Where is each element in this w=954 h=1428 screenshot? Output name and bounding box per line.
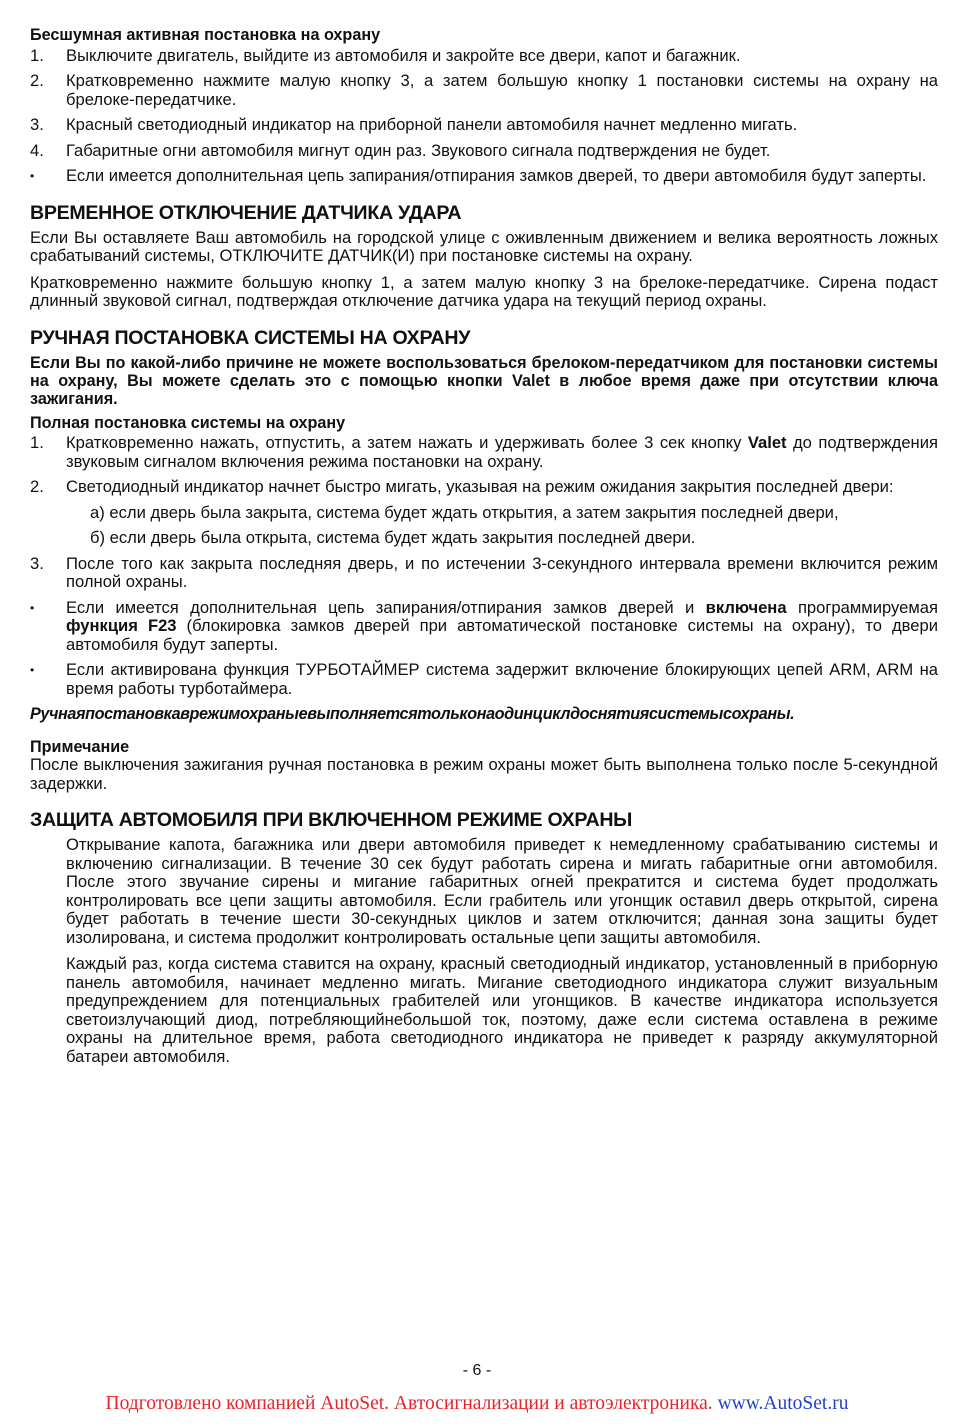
item-text-tail: до подтверждения звуковым сигналом включения режима постановки на охрану.	[66, 433, 938, 471]
function-f23-label: функция F23	[66, 616, 177, 635]
manual-arming-heading: РУЧНАЯ ПОСТАНОВКА СИСТЕМЫ НА ОХРАНУ	[30, 326, 471, 349]
item-number: 1.	[30, 433, 44, 452]
valet-label: Valet	[747, 433, 787, 452]
paragraph: Открывание капота, багажника или двери автомобиля приведет к немедленному срабатыванию системы и включению сигнализации. В течение 30 сек будут работать сирена и мигать габаритные огни автомобиля. После этого звучание сирены и мигание габаритных огней прекратится и система будет продолжать контролировать все цепи защиты автомобиля. Если грабитель или угонщик оставил дверь открытой, сирена будет работать в течение шести 30-секундных циклов и затем отключится; данная зона защиты будет изолирована, и система продолжит контролировать остальные цепи защиты автомобиля.	[66, 835, 938, 947]
sub-item-a: а) если дверь была закрыта, система будет ждать открытия, а затем закрытия последней двери,	[90, 502, 839, 522]
bullet-text: Если имеется дополнительная цепь запирания/отпирания замков дверей, то двери автомобиля будут заперты.	[66, 166, 927, 185]
list-item	[30, 434, 938, 471]
silent-arming-heading: Бесшумная активная постановка на охрану	[30, 26, 381, 44]
paragraph: Если Вы оставляете Ваш автомобиль на городской улице с оживленным движением и велика вероятность ложных срабатываний системы, ОТКЛЮЧИТЕ ДАТЧИК(И) при постановке системы на охрану.	[30, 227, 938, 265]
full-arming-subheading: Полная постановка системы на охрану	[30, 413, 346, 432]
item-number: 2.	[30, 477, 44, 496]
bullet-icon: •	[30, 600, 35, 615]
paragraph: Кратковременно нажмите большую кнопку 1, а затем малую кнопку 3 на брелоке-передатчике. Сирена подаст длинный звуковой сигнал, подтверждая отключение датчика удара на текущий период охраны.	[30, 272, 938, 310]
footer	[0, 1393, 954, 1415]
item-text: Габаритные огни автомобиля мигнут один раз. Звукового сигнала подтверждения не будет.	[66, 140, 771, 160]
paragraph: Каждый раз, когда система ставится на охрану, красный светодиодный индикатор, установленный в приборную панель автомобиля, начинает медленно мигать. Мигание светодиодного индикатора служит визуальным предупреждением для потенциальных грабителей или угонщиков. В качестве индикатора используется светоизлучающий диод, потребляющийнебольшой ток, поэтому, даже если система оставлена в режиме охраны на длительное время, работа светодиодного индикатора не приведет к разряду аккумуляторной батареи автомобиля.	[66, 954, 938, 1066]
item-text: Красный светодиодный индикатор на приборной панели автомобиля начнет медленно мигать.	[66, 115, 798, 134]
footer-text: Подготовлено компанией AutoSet. Автосигнализации и автоэлектроника.	[105, 1393, 713, 1414]
footer-link[interactable]: www.AutoSet.ru	[717, 1393, 849, 1414]
list-item	[30, 555, 938, 592]
bullet-text: Если активирована функция ТУРБОТАЙМЕР система задержит включение блокирующих цепей ARM, ARM на время работы турботаймера.	[66, 660, 938, 698]
note-text: После выключения зажигания ручная постановка в режим охраны может быть выполнена только после 5-секундной задержки.	[30, 755, 938, 793]
bullet-text: Если имеется дополнительная цепь запирания/отпирания замков дверей и	[66, 597, 695, 617]
list-item	[30, 478, 938, 497]
bullet-item	[30, 599, 938, 655]
armed-protection-heading: ЗАЩИТА АВТОМОБИЛЯ ПРИ ВКЛЮЧЕННОМ РЕЖИМЕ ОХРАНЫ	[30, 809, 633, 831]
list-item	[30, 116, 938, 135]
item-number: 3.	[30, 115, 44, 134]
item-text: Кратковременно нажмите малую кнопку 3, а затем большую кнопку 1 постановки системы на охрану на брелоке-передатчике.	[66, 71, 938, 109]
sub-item-b: б) если дверь была открыта, система будет ждать закрытия последней двери.	[90, 528, 696, 547]
note-title: Примечание	[30, 737, 130, 756]
item-number: 4.	[30, 140, 44, 160]
list-item	[30, 142, 938, 161]
item-text: Выключите двигатель, выйдите из автомобиля и закройте все двери, капот и багажник.	[66, 45, 741, 65]
manual-arming-italic-note: Ручнаяпостановкаврежимохраныевыполняетсятольконаодинциклдоснятиясистемысохраны.	[30, 705, 795, 723]
bullet-text: (блокировка замков дверей при автоматической постановке системы на охрану), то двери автомобиля будут заперты.	[66, 616, 938, 654]
bullet-item	[30, 661, 938, 698]
bullet-icon: •	[30, 169, 35, 183]
item-text: Кратковременно нажать, отпустить, а затем нажать и удерживать более 3 сек кнопку	[66, 433, 742, 452]
item-number: 3.	[30, 553, 44, 573]
item-number: 2.	[30, 71, 44, 90]
item-text: После того как закрыта последняя дверь, и по истечении 3-секундного интервала времени включится режим полной охраны.	[66, 553, 938, 591]
item-text: Светодиодный индикатор начнет быстро мигать, указывая на режим ожидания закрытия последней двери:	[66, 477, 894, 496]
page-content	[30, 26, 938, 1074]
manual-arming-intro: Если Вы по какой-либо причине не можете воспользоваться брелоком-передатчиком для постановки системы на охрану, Вы можете сделать это с помощью кнопки Valet в любое время даже при отсутствии ключа зажигания.	[30, 353, 938, 408]
bullet-text: программируемая	[797, 597, 938, 617]
bullet-icon: •	[30, 663, 35, 677]
bullet-item	[30, 167, 938, 186]
list-item	[30, 47, 938, 66]
page-number: - 6 -	[462, 1362, 492, 1379]
shock-sensor-bypass-heading: ВРЕМЕННОЕ ОТКЛЮЧЕНИЕ ДАТЧИКА УДАРА	[30, 201, 462, 224]
bullet-bold: включена	[705, 597, 787, 617]
list-item	[30, 72, 938, 109]
item-number: 1.	[30, 45, 44, 65]
